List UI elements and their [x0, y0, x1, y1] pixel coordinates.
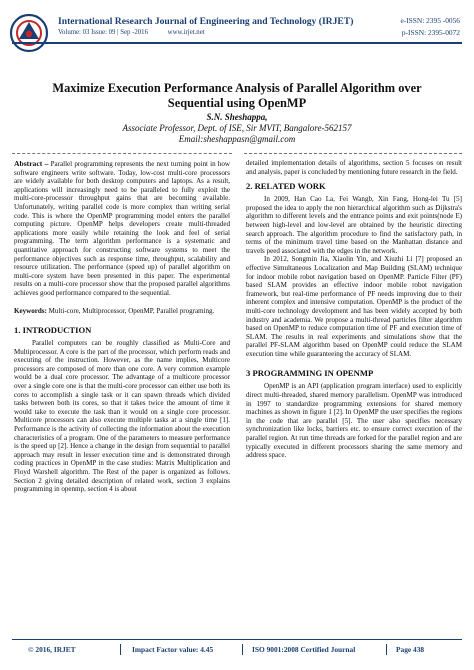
right-column	[246, 159, 462, 460]
author-name: S.N. Sheshappa,	[206, 112, 268, 122]
footer-separator	[386, 644, 387, 655]
author-affiliation: Associate Professor, Dept. of ISE, Sir MVIT, Bangalore-562157	[122, 123, 352, 133]
openmp-text: OpenMP is an API (application program interface) used to explicitly direct multi-threaded, shared memory parallelism. OpenMP was introduced in 1997 to standardize programming extensions for shared memory machines as shown in figure 1 [2]. In OpenMP the user specifies the regions in the code that are parallel [5]. The user also specifies necessary synchronization like locks, barriers etc. to ensure correct execution of the parallel region. At run time threads are forked for the parallel region and are typically executed in different processors sharing the same memory and address space.	[246, 382, 462, 460]
section-heading-introduction: 1. INTRODUCTION	[14, 325, 92, 336]
title-line-1: Maximize Execution Performance Analysis of Parallel Algorithm over	[52, 81, 422, 95]
abstract-text: Parallel programming represents the next turning point in how software engineers write software. Today, low-cost multi-core processors are widely available for both desktop computers and laptops. As a result, applications will increasingly need to be paralleled to fully exploit the multi-core-processor throughput gains that are becoming available. Unfortunately, writing parallel code is more complex than writing serial code. This is where the OpenMP programming model enters the parallel computing picture. OpenMP helps developers create multi-threaded applications more easily while retaining the look and feel of serial programming. The term algorithm performance is a systematic and quantitative approach for constructing software systems to meet the performance objectives such as response time, throughput, scalability and resource utilization. The performance (speed up) of parallel algorithm on multi-core system have been presented in this paper. The experimental results on a multi-core processor show that the proposed parallel algorithms achieves good performance compared to the sequential.	[14, 160, 230, 297]
volume-issue: Volume: 03 Issue: 09 | Sep -2016	[58, 29, 148, 36]
keywords-label: Keywords:	[14, 306, 47, 315]
footer-rule	[12, 639, 462, 640]
author-email[interactable]: Email:sheshappasn@gmail.com	[178, 134, 296, 144]
footer-separator	[242, 644, 243, 655]
related-work-paragraph-2: In 2012, Songmin Jia, Xiaolin Yin, and Xiuzhi Li [7] proposed an effective Simultaneous Localization and Map Building (SLAM) technique for indoor mobile robot navigation based on OpenMP. Particle Filter (PF) based SLAM provides an effective indoor mobile robot navigation framework, but real-time performance of PF needs improving due to their inherent complex and intensive computation. OpenMP is the product of the multi-core technology development and has been widely accepted by both industry and academia. We propose a multi-thread particles filter algorithm based on OpenMP to reduce computation time of PF and execution time of SLAM. The results in real experiments and simulations show that the parallel PF-SLAM algorithm based on OpenMP could reduce the SLAM execution time while guaranteeing the accuracy of SLAM.	[246, 255, 462, 358]
introduction-text: Parallel computers can be roughly classified as Multi-Core and Multiprocessor. A core is the part of the processor, which perform reads and executing of the instruction. However, as the name implies, Multicore processors are composed of more than one core. A very common example would be a dual core processor. The advantage of a multicore processor over a single core one is that the multi-core processor can either use both its cores to accomplish a single task or it can spawn threads which divided tasks between both its cores, so that it takes twice the amount of time it would take to execute the task than it would on a single core processor. Multicore processors can also execute multiple tasks at a single time [1]. Performance is the activity of collecting the information about the execution characteristics of a program. One of the parameters to measure performance is the speed up [2]. Hence a change in the design from sequential to parallel approach may result in lesser execution time and is demonstrated through coding practices in OpenMP in the case studies: Matrix Multiplication and Floyd Warshell algorithm. The Rest of the paper is organized as follows. Section 2 giving detailed description of related work, section 3 explains programming in openmp, section 4 is about	[14, 339, 230, 494]
journal-header	[0, 0, 474, 64]
footer-impact-factor: Impact Factor value: 4.45	[132, 645, 214, 654]
related-work-paragraph-1: In 2009, Han Cao La, Fei Wangb, Xin Fang, Hong-lei Tu [5] proposed the idea to apply the non hierarchical algorithm such as Dijkstra's algorithm to different levels and the entrance points and exit points(node E) between high-level and low-level are obtained by the heuristic directing search approach. The algorithm procedure to find the satisfactory path, in terms of the minimum travel time based on the Manhattan distance and travels peed associated with the edges in the network.	[246, 195, 462, 255]
footer-copyright: © 2016, IRJET	[28, 645, 76, 654]
e-issn: e-ISSN: 2395 -0056	[400, 16, 460, 25]
abstract-label: Abstract –	[14, 159, 49, 168]
footer-iso: ISO 9001:2008 Certified Journal	[252, 645, 356, 654]
p-issn: p-ISSN: 2395-0072	[401, 28, 460, 37]
divider-right	[244, 153, 462, 154]
keywords-text: Multi-core, Multiprocessor, OpenMP, Parallel programing.	[46, 306, 215, 315]
keywords	[14, 307, 230, 316]
paper-title	[20, 81, 454, 111]
header-rule	[12, 42, 462, 44]
footer-page-number: Page 438	[396, 645, 425, 654]
journal-website-link[interactable]: www.irjet.net	[167, 29, 205, 36]
title-line-2: Sequential using OpenMP	[167, 96, 307, 110]
journal-title: International Research Journal of Engineering and Technology (IRJET)	[58, 16, 354, 27]
volume-line	[58, 29, 223, 36]
section-heading-openmp: 3 PROGRAMMING IN OPENMP	[246, 368, 374, 379]
irjet-logo-icon	[9, 13, 49, 53]
section-heading-related-work: 2. RELATED WORK	[246, 181, 326, 192]
left-column	[14, 160, 230, 494]
abstract	[14, 160, 230, 298]
footer-separator	[120, 644, 121, 655]
intro-continuation-text: detailed implementation details of algorithms, section 5 focuses on result and analysis, paper is concluded by mentioning future research in the field.	[246, 159, 462, 176]
divider-left	[12, 153, 232, 154]
